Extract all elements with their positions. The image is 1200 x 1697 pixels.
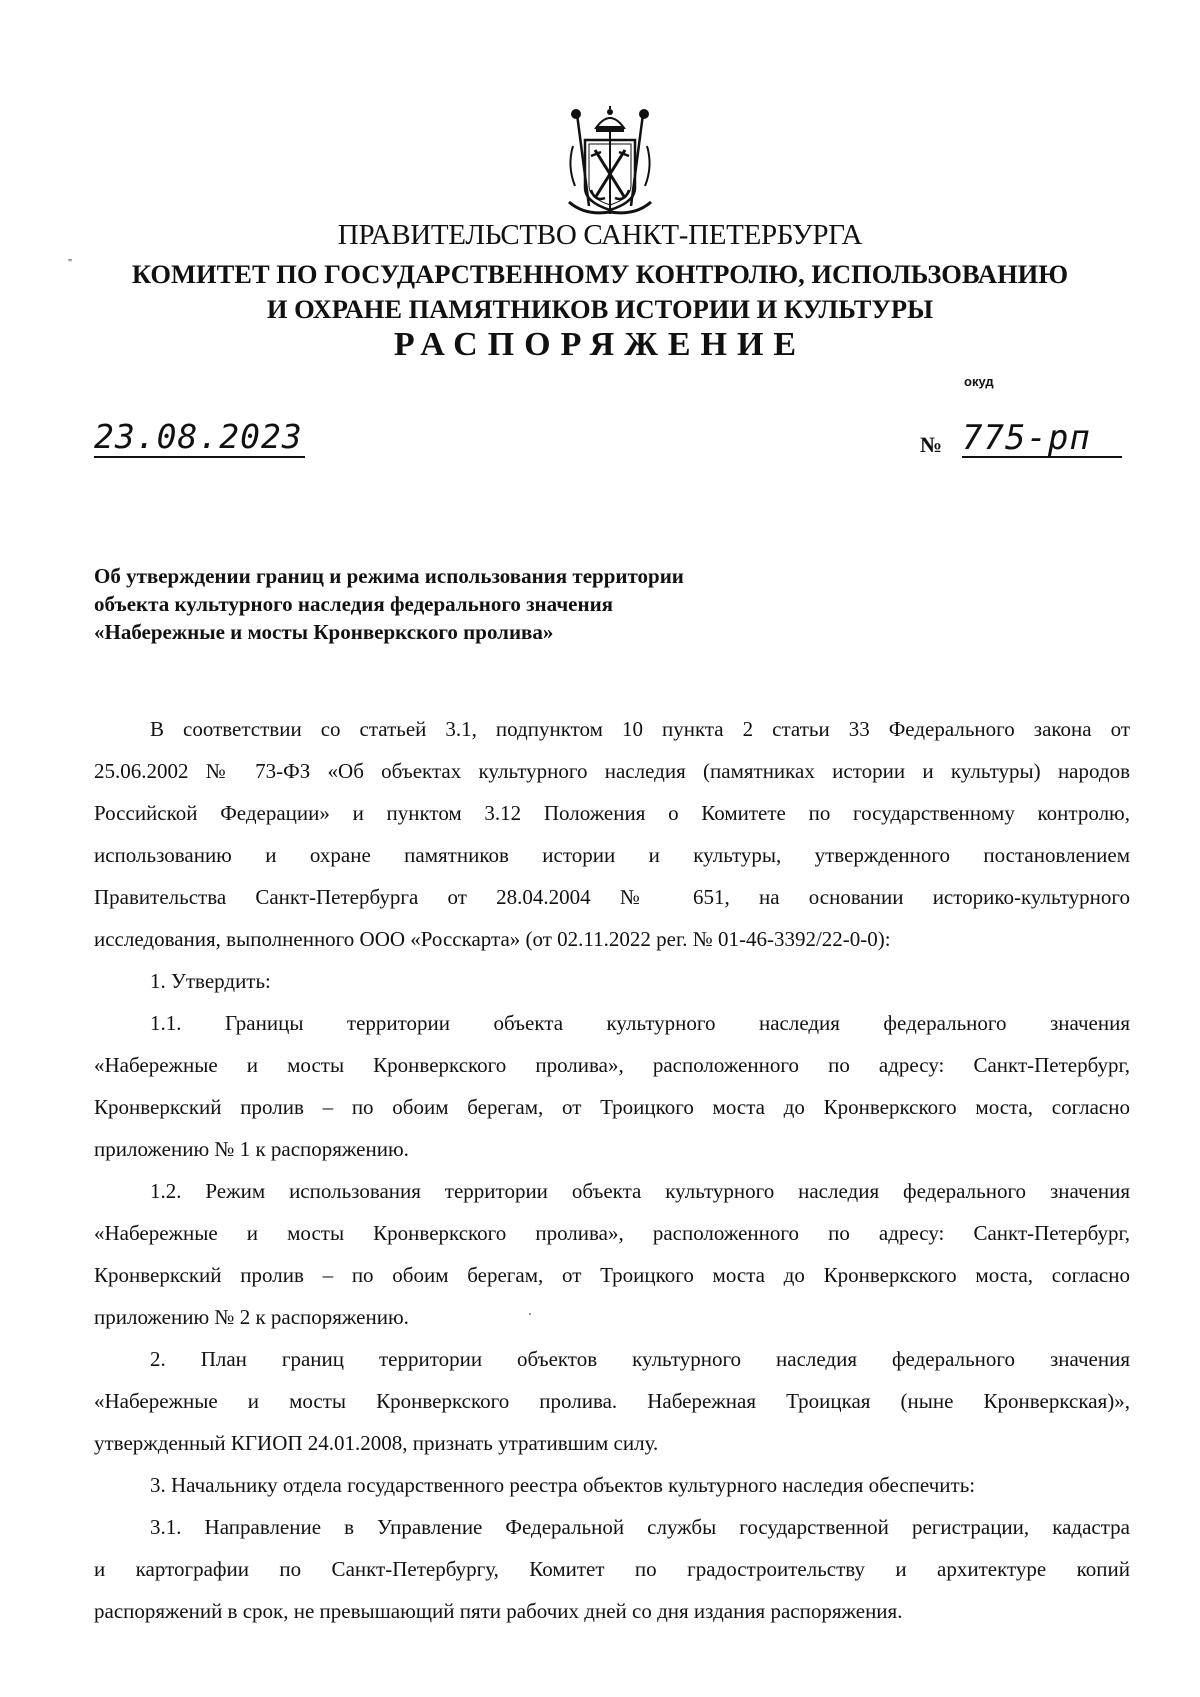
document-type: РАСПОРЯЖЕНИЕ [393, 326, 807, 363]
subject-line: «Набережные и мосты Кронверкского пролива» [94, 620, 554, 644]
text-line: Российской Федерации» и пунктом 3.12 Положения о Комитете по государственному контролю, [94, 801, 1130, 825]
text-line: Кронверкский пролив – по обоим берегам, от Троицкого моста до Кронверкского моста, согласно [94, 1095, 1130, 1119]
government-name: ПРАВИТЕЛЬСТВО САНКТ-ПЕТЕРБУРГА [337, 219, 863, 251]
text-line: исследования, выполненного ООО «Росскарта» (от 02.11.2022 рег. № 01-46-3392/22-0-0): [94, 927, 891, 951]
scan-artifact: " [68, 258, 73, 269]
item-1-1 [94, 1002, 1130, 1170]
text-line: В соответствии со статьей 3.1, подпунктом 10 пункта 2 статьи 33 Федерального закона от [150, 717, 1130, 741]
text-line: утвержденный КГИОП 24.01.2008, признать утратившим силу. [94, 1431, 659, 1455]
st-petersburg-coat-of-arms-icon [563, 106, 657, 218]
text-line: 25.06.2002 № 73-ФЗ «Об объектах культурного наследия (памятниках истории и культуры) народов [94, 759, 1130, 783]
text-line: 1.1. Границы территории объекта культурного наследия федерального значения [150, 1011, 1130, 1035]
document-subject [94, 562, 994, 646]
scan-artifact [529, 1313, 531, 1315]
item-1 [94, 960, 1130, 1002]
item-3 [94, 1464, 1130, 1506]
okud-label: окуд [964, 374, 994, 389]
item-2 [94, 1338, 1130, 1464]
text-line: и картографии по Санкт-Петербургу, Комитет по градостроительству и архитектуре копий [94, 1557, 1130, 1581]
text-line: «Набережные и мосты Кронверкского пролива», расположенного по адресу: Санкт-Петербург, [94, 1221, 1130, 1245]
committee-line-1: КОМИТЕТ ПО ГОСУДАРСТВЕННОМУ КОНТРОЛЮ, ИСПОЛЬЗОВАНИЮ [131, 259, 1069, 289]
document-date: 23.08.2023 [94, 417, 303, 456]
item-3-1 [94, 1506, 1130, 1632]
text-line: 3.1. Направление в Управление Федеральной службы государственной регистрации, кадастра [150, 1515, 1130, 1539]
text-line: приложению № 1 к распоряжению. [94, 1137, 409, 1161]
subject-line: Об утверждении границ и режима использования территории [94, 564, 684, 588]
text-line: Кронверкский пролив – по обоим берегам, от Троицкого моста до Кронверкского моста, согласно [94, 1263, 1130, 1287]
text-line: 1. Утвердить: [150, 969, 271, 993]
document-body [94, 708, 1130, 1632]
subject-line: объекта культурного наследия федерального значения [94, 592, 614, 616]
text-line: 1.2. Режим использования территории объекта культурного наследия федерального значения [150, 1179, 1130, 1203]
text-line: Правительства Санкт-Петербурга от 28.04.2004 № 651, на основании историко-культурного [94, 885, 1130, 909]
preamble-paragraph [94, 708, 1130, 960]
committee-line-2: И ОХРАНЕ ПАМЯТНИКОВ ИСТОРИИ И КУЛЬТУРЫ [266, 294, 934, 324]
number-sign: № [920, 432, 943, 457]
text-line: приложению № 2 к распоряжению. [94, 1305, 409, 1329]
text-line: 3. Начальнику отдела государственного реестра объектов культурного наследия обеспечить: [150, 1473, 976, 1497]
text-line: «Набережные и мосты Кронверкского пролива», расположенного по адресу: Санкт-Петербург, [94, 1053, 1130, 1077]
text-line: 2. План границ территории объектов культурного наследия федерального значения [150, 1347, 1130, 1371]
text-line: распоряжений в срок, не превышающий пяти рабочих дней со дня издания распоряжения. [94, 1599, 903, 1623]
committee-name [0, 257, 1200, 327]
text-line: использованию и охране памятников истории и культуры, утвержденного постановлением [94, 843, 1130, 867]
number-value: 775-рп [962, 418, 1122, 458]
text-line: «Набережные и мосты Кронверкского пролива. Набережная Троицкая (ныне Кронверкская)», [94, 1389, 1130, 1413]
item-1-2 [94, 1170, 1130, 1338]
